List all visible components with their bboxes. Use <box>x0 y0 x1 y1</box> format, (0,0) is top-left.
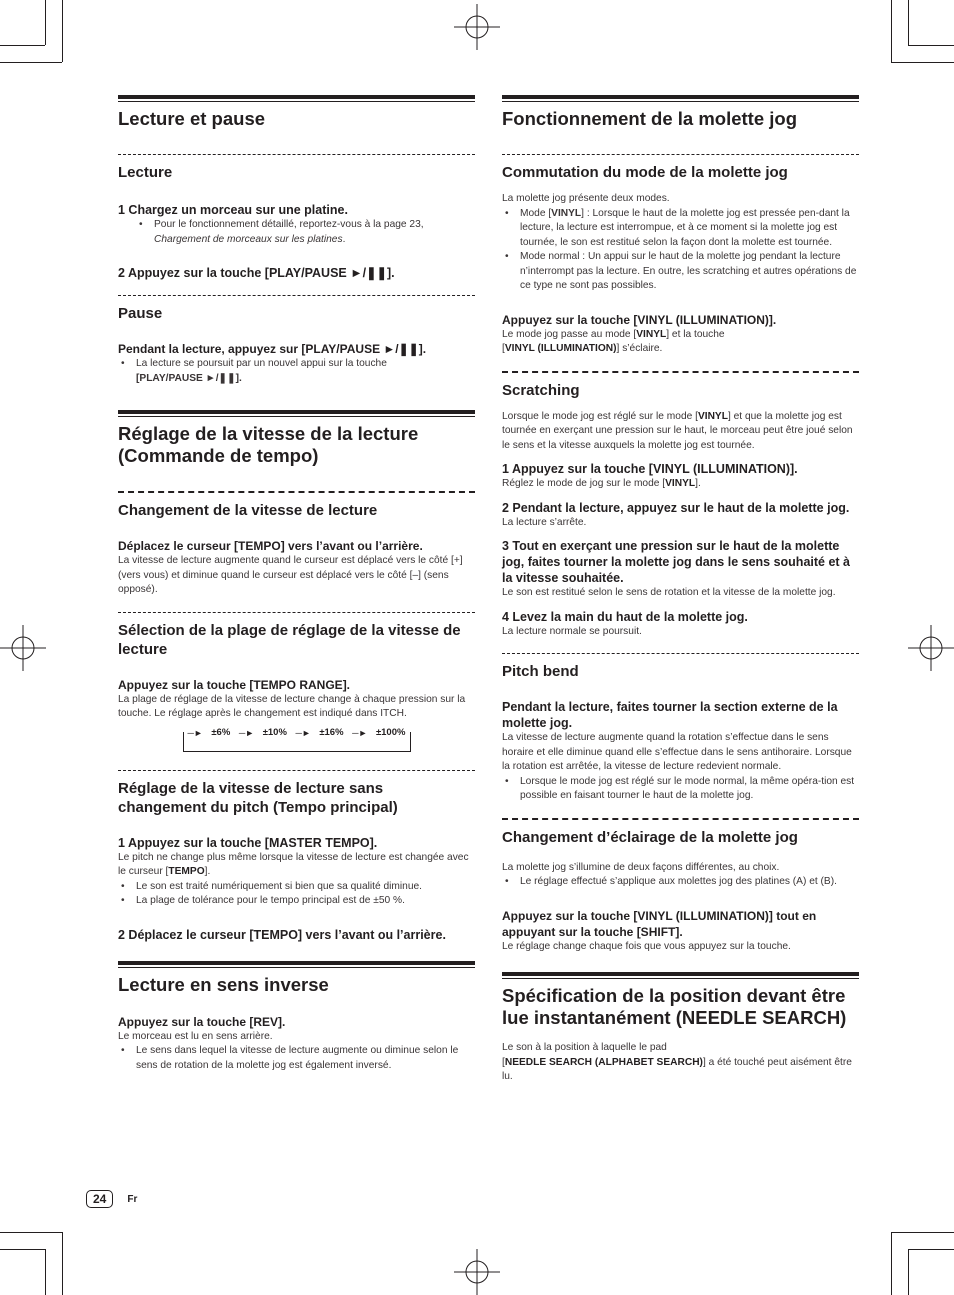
step-heading: 1 Appuyez sur la touche [MASTER TEMPO]. <box>118 835 378 850</box>
step-heading: 4 Levez la main du haut de la molette jog. <box>502 609 748 624</box>
step-heading: Appuyez sur la touche [VINYL (ILLUMINATION)] tout en appuyant sur la touche [SHIFT]. <box>502 908 817 939</box>
crop-mark <box>891 1232 892 1295</box>
section-title-needle-search: Spécification de la position devant être lue instantanément (NEEDLE SEARCH) <box>502 985 847 1028</box>
step-heading: 1 Chargez un morceau sur une platine. <box>118 203 348 217</box>
crop-mark <box>0 1249 45 1250</box>
divider <box>118 295 475 296</box>
subsection-title-master-tempo: Réglage de la vitesse de lecture sans changement du pitch (Tempo principal) <box>118 779 398 816</box>
subsection-title-range: Sélection de la plage de réglage de la vitesse de lecture <box>118 621 461 658</box>
registration-mark-bottom <box>454 1249 500 1295</box>
step-heading: 2 Appuyez sur la touche [PLAY/PAUSE ►/❚❚]. <box>118 266 395 280</box>
range-value: ±6% <box>211 727 231 738</box>
page-number: 24 <box>86 1190 113 1208</box>
paragraph: Le pitch ne change plus même lorsque la vitesse de lecture est changée avec le curseur [TEMPO]. <box>118 851 469 877</box>
subsection-title-illumination: Changement d’éclairage de la molette jog <box>502 828 798 846</box>
section-title-jog: Fonctionnement de la molette jog <box>502 108 797 129</box>
paragraph: La lecture s’arrête. <box>502 516 587 528</box>
crop-mark <box>908 1249 909 1295</box>
section-rule <box>118 410 475 417</box>
bullet-note: • Mode [VINYL] : Lorsque le haut de la molette jog est pressée pen-dant la lecture, la lecture est interrompue, et à ce moment si la molette jog est tournée, le son est restitué selon la façon dont la molette est tournée. <box>502 207 859 251</box>
crop-mark <box>45 0 46 45</box>
registration-mark-right <box>908 625 954 671</box>
step-heading: Appuyez sur la touche [VINYL (ILLUMINATION)]. <box>502 312 777 327</box>
bullet-note: • Le son est traité numériquement si bien que sa qualité diminue. <box>118 880 475 895</box>
paragraph: Réglez le mode de jog sur le mode [VINYL]. <box>502 478 701 489</box>
section-rule <box>118 961 475 968</box>
bullet-note: • Pour le fonctionnement détaillé, reportez-vous à la page 23, Chargement de morceaux sur les platines. <box>136 218 475 247</box>
left-column <box>118 95 475 1073</box>
subsection-title-jog-mode: Commutation du mode de la molette jog <box>502 164 788 181</box>
subsection-title-change-speed: Changement de la vitesse de lecture <box>118 502 378 519</box>
step-heading: 2 Déplacez le curseur [TEMPO] vers l’avant ou l’arrière. <box>118 927 446 942</box>
step-heading: 3 Tout en exerçant une pression sur le haut de la molette jog, faites tourner la molette jog dans le sens souhaité et à la vitesse souhaitée. <box>502 539 850 585</box>
range-value: ±16% <box>319 727 344 738</box>
section-rule <box>502 95 859 102</box>
section-title-reverse: Lecture en sens inverse <box>118 973 329 995</box>
registration-mark-left <box>0 625 46 671</box>
section-rule <box>502 972 859 979</box>
crop-mark <box>62 0 63 62</box>
paragraph: Le réglage change chaque fois que vous appuyez sur la touche. <box>502 940 791 952</box>
crop-mark <box>62 1232 63 1295</box>
paragraph: La vitesse de lecture augmente quand la rotation s’effectue dans le sens horaire et elle diminue quand elle s’effectue dans le sens antihoraire. Lorsque la rotation est arrêtée, la vitesse de lecture redevient normale. <box>502 732 852 772</box>
divider <box>502 154 859 155</box>
paragraph: La vitesse de lecture augmente quand le curseur est déplacé vers le côté [+] (vers vous) et diminue quand le curseur est déplacé vers le côté [–] (sens opposé). <box>118 555 463 595</box>
divider <box>502 818 859 820</box>
step-heading: Appuyez sur la touche [REV]. <box>118 1014 286 1029</box>
crop-mark <box>908 45 954 46</box>
paragraph: La molette jog s’illumine de deux façons différentes, au choix. <box>502 861 780 873</box>
crop-mark <box>891 0 892 62</box>
bullet-note: • Mode normal : Un appui sur le haut de la molette jog pendant la lecture n’interrompt pas la lecture. En outre, les scratching et autres opérations de ce type ne sont pas possibles. <box>502 250 859 294</box>
crop-mark <box>891 1232 954 1233</box>
paragraph: La molette jog présente deux modes. <box>502 193 670 204</box>
step-heading: 1 Appuyez sur la touche [VINYL (ILLUMINATION)]. <box>502 462 798 476</box>
divider <box>118 491 475 493</box>
crop-mark <box>908 0 909 45</box>
crop-mark <box>0 62 62 63</box>
range-value: ±100% <box>375 727 406 738</box>
crop-mark <box>45 1249 46 1295</box>
divider <box>502 653 859 654</box>
step-heading: 2 Pendant la lecture, appuyez sur le haut de la molette jog. <box>502 500 850 515</box>
subsection-title-pitch-bend: Pitch bend <box>502 663 579 680</box>
divider <box>118 612 475 613</box>
bullet-note: • La lecture se poursuit par un nouvel appui sur la touche [PLAY/PAUSE ►/❚❚]. <box>118 357 475 386</box>
crop-mark <box>0 45 45 46</box>
crop-mark <box>891 62 954 63</box>
bullet-note: • Le sens dans lequel la vitesse de lecture augmente ou diminue selon le sens de rotation de la molette jog est également inversé. <box>118 1044 475 1073</box>
range-value: ±10% <box>262 727 287 738</box>
section-title-lecture-pause: Lecture et pause <box>118 108 266 129</box>
bullet-note: • La plage de tolérance pour le tempo principal est de ±50 %. <box>118 894 475 909</box>
arrow-right-icon: ─► <box>238 727 255 738</box>
subsection-title-lecture: Lecture <box>118 164 173 181</box>
step-heading: Appuyez sur la touche [TEMPO RANGE]. <box>118 677 351 692</box>
divider <box>118 154 475 155</box>
paragraph: La plage de réglage de la vitesse de lecture change à chaque pression sur la touche. Le réglage après le changement est indiqué dans ITCH. <box>118 693 466 719</box>
section-title-tempo: Réglage de la vitesse de la lecture (Commande de tempo) <box>118 423 419 466</box>
paragraph: Le son à la position à laquelle le pad [NEEDLE SEARCH (ALPHABET SEARCH)] a été touché peut aisément être lu. <box>502 1042 852 1082</box>
language-code: Fr <box>127 1193 138 1205</box>
divider <box>118 770 475 771</box>
page-footer <box>86 1190 137 1208</box>
bullet-note: • Lorsque le mode jog est réglé sur le mode normal, la même opéra-tion est possible en faisant tourner le haut de la molette jog. <box>502 775 859 804</box>
step-heading: Déplacez le curseur [TEMPO] vers l’avant ou l’arrière. <box>118 539 423 553</box>
arrow-right-icon: ─► <box>187 727 203 738</box>
paragraph: La lecture normale se poursuit. <box>502 625 642 637</box>
paragraph: Le morceau est lu en sens arrière. <box>118 1030 273 1042</box>
section-rule <box>118 95 475 102</box>
right-column <box>502 95 859 1085</box>
subsection-title-scratching: Scratching <box>502 381 580 399</box>
subsection-title-pause: Pause <box>118 305 163 322</box>
paragraph: Lorsque le mode jog est réglé sur le mode [VINYL] et que la molette jog est tournée en exerçant une pression sur le haut, le morceau peut être joué selon le sens et la vitesse auxquels la molette jog est tournée. <box>502 410 853 451</box>
bullet-note: • Le réglage effectué s’applique aux molettes jog des platines (A) et (B). <box>502 875 859 890</box>
step-heading: Pendant la lecture, appuyez sur [PLAY/PAUSE ►/❚❚]. <box>118 342 427 356</box>
paragraph: Le mode jog passe au mode [VINYL] et la touche [VINYL (ILLUMINATION)] s’éclaire. <box>502 328 725 354</box>
crop-mark <box>0 1232 62 1233</box>
arrow-right-icon: ─► <box>352 727 368 738</box>
step-heading: Pendant la lecture, faites tourner la section externe de la molette jog. <box>502 700 838 730</box>
paragraph: Le son est restitué selon le sens de rotation et la vitesse de la molette jog. <box>502 587 836 598</box>
divider <box>502 371 859 373</box>
registration-mark-top <box>454 4 500 50</box>
tempo-range-diagram <box>183 727 411 752</box>
crop-mark <box>908 1249 954 1250</box>
arrow-right-icon: ─► <box>295 727 311 738</box>
